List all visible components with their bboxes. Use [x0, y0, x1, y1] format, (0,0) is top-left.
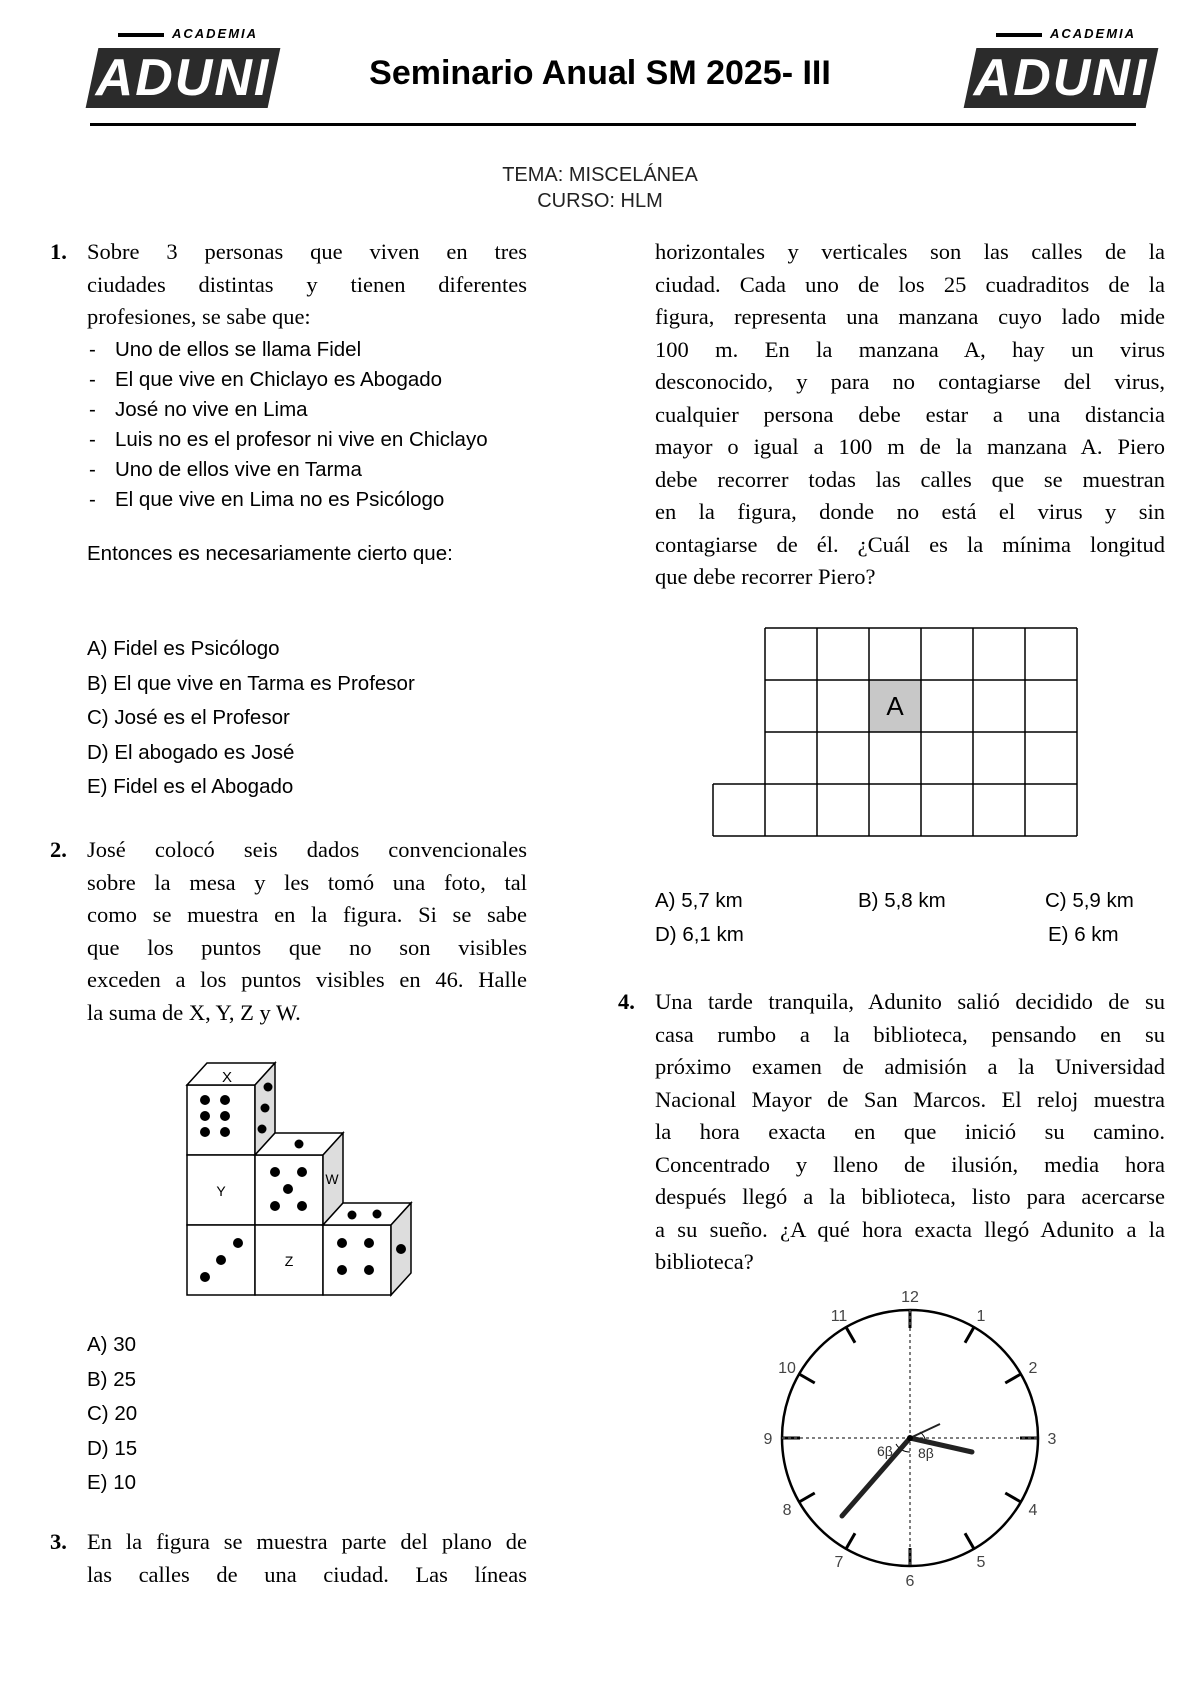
q1-clue: - Uno de ellos vive en Tarma — [87, 455, 547, 485]
angle-label-left: 6β — [877, 1443, 893, 1459]
q3-number: 3. — [50, 1529, 67, 1554]
q1-option-c[interactable]: C) José es el Profesor — [87, 706, 290, 729]
clock-tick — [965, 1533, 974, 1549]
q1-line: Sobre 3 personas que viven en tres — [87, 239, 527, 264]
page-title: Seminario Anual SM 2025- III — [369, 54, 831, 92]
q3-line: mayor o igual a 100 m de la manzana A. Piero — [655, 434, 1165, 459]
q1-option-d[interactable]: D) El abogado es José — [87, 740, 295, 764]
angle-label-right: 8β — [918, 1445, 934, 1461]
clock-number: 9 — [763, 1431, 773, 1448]
q2-option-b[interactable]: B) 25 — [87, 1367, 136, 1391]
clock-number: 11 — [830, 1308, 848, 1326]
q4-line: la hora exacta en que inició su camino. — [655, 1119, 1165, 1144]
city-grid-figure — [712, 625, 1092, 840]
q1-option-b[interactable]: B) El que vive en Tarma es Profesor — [87, 671, 415, 695]
q1-clue: - José no vive en Lima — [87, 395, 547, 425]
clock-tick — [846, 1327, 855, 1343]
q1-option-a[interactable]: A) Fidel es Psicólogo — [87, 637, 280, 660]
q3-line: ciudad. Cada uno de los 25 cuadraditos de la — [655, 271, 1165, 297]
q3-text-right — [655, 236, 1165, 594]
logo-word: ADUNI — [95, 49, 271, 107]
q1-clue: - Luis no es el profesor ni vive en Chiclayo — [87, 425, 547, 455]
q1-options — [87, 632, 415, 805]
die-bottom-right-front — [323, 1225, 391, 1295]
q4-number: 4. — [618, 989, 635, 1014]
label-w: W — [325, 1171, 339, 1187]
q3-options — [655, 884, 1165, 954]
clock-number: 2 — [1028, 1360, 1038, 1377]
q2-line: como se muestra en la figura. Si se sabe — [87, 902, 527, 927]
tema-label: TEMA: MISCELÁNEA — [502, 164, 698, 186]
q2-line: exceden a los puntos visibles en 46. Halle — [87, 967, 527, 992]
q3-line: debe recorrer todas las calles que se muestran — [655, 466, 1165, 492]
clock-number: 10 — [778, 1360, 796, 1377]
q4-text — [655, 986, 1165, 1279]
q3-line: 100 m. En la manzana A, hay un virus — [655, 336, 1165, 362]
clock-number: 7 — [834, 1553, 844, 1571]
q3-option-c[interactable]: C) 5,9 km — [1045, 889, 1134, 912]
q3-line: desconocido, y para no contagiarse del virus, — [655, 369, 1165, 394]
clock-number: 5 — [976, 1553, 986, 1571]
q1-intro — [87, 236, 527, 334]
logo-word: ADUNI — [973, 49, 1149, 107]
clock-figure — [760, 1290, 1060, 1590]
logo-tag: ACADEMIA — [84, 26, 284, 56]
clock-number: 4 — [1028, 1502, 1038, 1519]
q2-option-e[interactable]: E) 10 — [87, 1471, 136, 1494]
q4-line: biblioteca? — [655, 1249, 754, 1274]
clock-tick — [965, 1327, 974, 1343]
q2-line: José colocó seis dados convencionales — [87, 837, 527, 862]
q2-text — [87, 834, 527, 1029]
clock-number: 6 — [905, 1573, 915, 1590]
clock-tick — [846, 1533, 855, 1549]
q1-line: ciudades distintas y tienen diferentes — [87, 271, 527, 297]
q4-line: a su sueño. ¿A qué hora exacta llegó Adunito a la — [655, 1216, 1165, 1242]
curso-label: CURSO: HLM — [537, 190, 663, 212]
q2-number: 2. — [50, 837, 67, 862]
clock-number: 3 — [1047, 1431, 1057, 1448]
minute-hand — [842, 1438, 910, 1516]
q4-line: Concentrado y lleno de ilusión, media hora — [655, 1151, 1165, 1177]
q1-clue: - El que vive en Chiclayo es Abogado — [87, 365, 547, 395]
label-x: X — [221, 1069, 233, 1086]
label-y: Y — [216, 1183, 226, 1199]
clock-tick — [799, 1374, 815, 1383]
q3-line: que debe recorrer Piero? — [655, 564, 876, 589]
q3-line: En la figura se muestra parte del plano de — [87, 1529, 527, 1554]
q3-line: las calles de una ciudad. Las líneas — [87, 1561, 527, 1587]
clock-number: 1 — [976, 1308, 986, 1326]
q1-clue: - Uno de ellos se llama Fidel — [87, 335, 547, 365]
die-top-front — [187, 1085, 255, 1155]
q2-option-a[interactable]: A) 30 — [87, 1333, 136, 1356]
q4-line: después llegó a la biblioteca, listo para acercarse — [655, 1184, 1165, 1209]
clock-number: 8 — [782, 1502, 792, 1519]
q2-option-c[interactable]: C) 20 — [87, 1402, 138, 1425]
clock-tick — [1005, 1493, 1021, 1502]
q2-options — [87, 1328, 137, 1501]
second-hand — [910, 1424, 940, 1438]
block-a-label: A — [886, 691, 904, 721]
q3-line: horizontales y verticales son las calles de la — [655, 239, 1165, 264]
q3-option-e[interactable]: E) 6 km — [1048, 923, 1119, 946]
clock-center — [907, 1435, 913, 1441]
q4-line: próximo examen de admisión a la Universidad — [655, 1054, 1165, 1079]
clock-tick — [1005, 1374, 1021, 1383]
header-rule — [90, 123, 1136, 126]
clock-number: 12 — [901, 1290, 919, 1306]
q4-line: casa rumbo a la biblioteca, pensando en su — [655, 1021, 1165, 1047]
q2-line: sobre la mesa y les tomó una foto, tal — [87, 869, 527, 895]
q1-clue: - El que vive en Lima no es Psicólogo — [87, 485, 547, 515]
q3-option-a[interactable]: A) 5,7 km — [655, 889, 743, 912]
q3-line: en la figura, donde no está el virus y sin — [655, 499, 1165, 524]
q2-line: la suma de X, Y, Z y W. — [87, 999, 301, 1025]
q3-line: cualquier persona debe estar a una distancia — [655, 401, 1165, 427]
q3-option-d[interactable]: D) 6,1 km — [655, 923, 744, 946]
q1-clues — [87, 335, 547, 515]
logo-tag: ACADEMIA — [962, 26, 1162, 56]
dice-figure — [180, 1055, 420, 1305]
logo-right — [962, 26, 1162, 112]
q3-option-b[interactable]: B) 5,8 km — [858, 889, 946, 912]
q2-option-d[interactable]: D) 15 — [87, 1436, 138, 1460]
q3-line: figura, representa una manzana cuyo lado mide — [655, 304, 1165, 329]
q2-line: que los puntos que no son visibles — [87, 934, 527, 960]
q3-line: contagiarse de él. ¿Cuál es la mínima longitud — [655, 531, 1165, 557]
q4-line: Una tarde tranquila, Adunito salió decidido de su — [655, 989, 1165, 1014]
q1-line: profesiones, se sabe que: — [87, 304, 311, 329]
logo-left — [84, 26, 284, 112]
label-z: Z — [284, 1253, 294, 1269]
q1-option-e[interactable]: E) Fidel es el Abogado — [87, 775, 294, 798]
q1-number: 1. — [50, 239, 67, 264]
q1-question: Entonces es necesariamente cierto que: — [87, 542, 453, 565]
q4-line: Nacional Mayor de San Marcos. El reloj muestra — [655, 1086, 1165, 1112]
clock-tick — [799, 1493, 815, 1502]
q3-text-left — [87, 1526, 527, 1591]
